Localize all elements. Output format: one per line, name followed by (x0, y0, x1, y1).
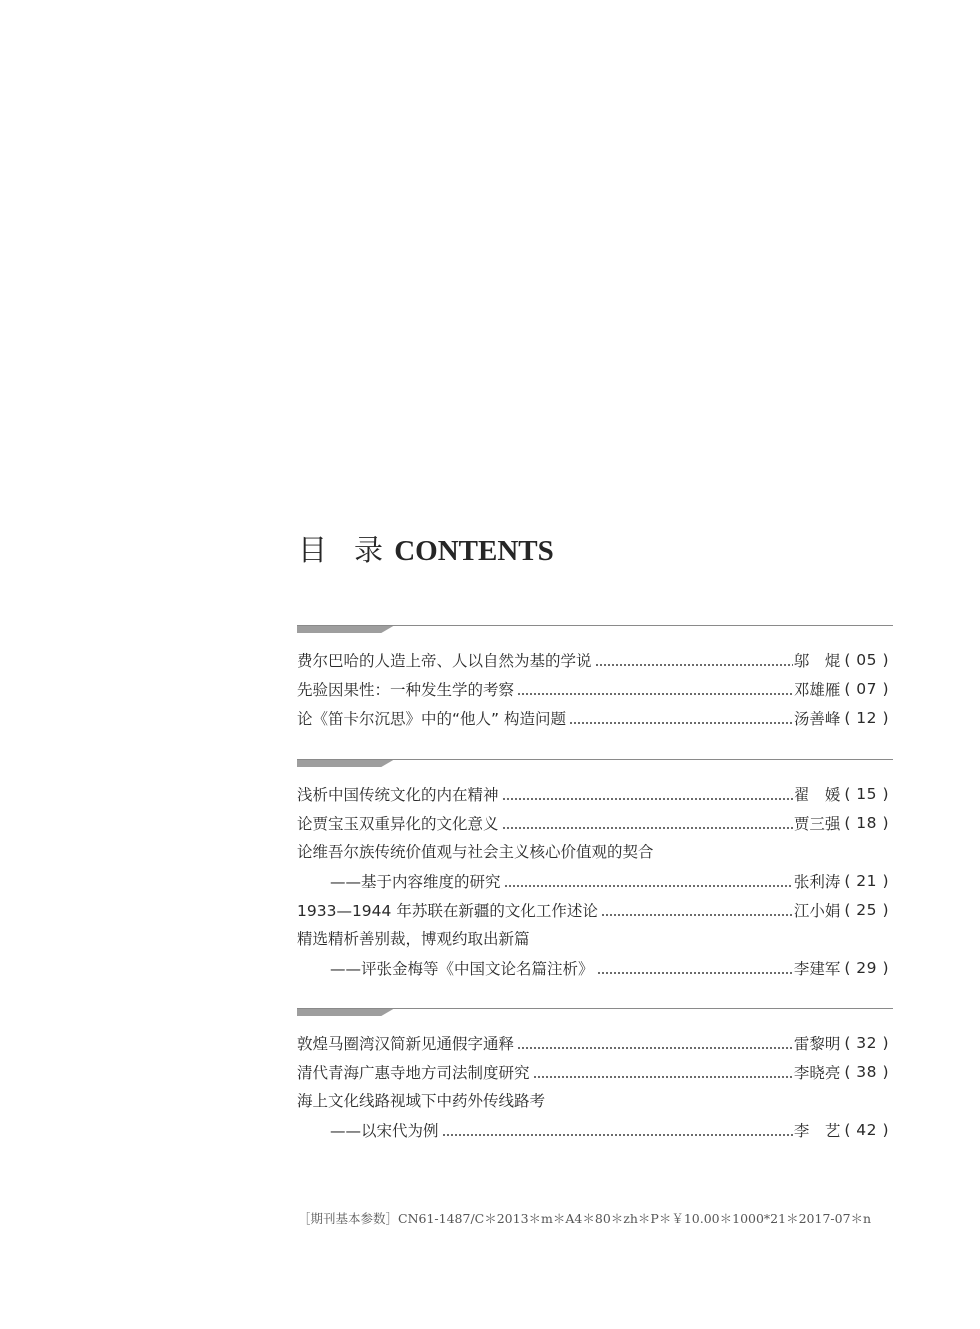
entry-author: 李 艺 (793, 1122, 841, 1140)
journal-parameters-text: CN61-1487/C＊2013＊m＊A4＊80＊zh＊P＊￥10.00＊1000*21＊2017-07＊n (398, 1211, 872, 1226)
entry-title: 先验因果性：一种发生学的考察 (297, 681, 515, 699)
entry-author: 李建军 (793, 960, 841, 978)
toc-entry[interactable] (297, 677, 889, 701)
toc-entry[interactable] (297, 782, 889, 806)
entry-title: 清代青海广惠寺地方司法制度研究 (297, 1064, 530, 1082)
entry-page: ( 12 ) (844, 709, 889, 727)
toc-entry[interactable] (297, 811, 889, 835)
section-divider-2 (297, 759, 893, 767)
entry-author: 翟 媛 (793, 786, 841, 804)
leader-dots (597, 972, 793, 974)
toc-entry[interactable] (297, 898, 889, 922)
entry-page: ( 21 ) (844, 872, 889, 890)
leader-dots (502, 798, 793, 800)
section-divider-3 (297, 1008, 893, 1016)
entry-page: ( 25 ) (844, 901, 889, 919)
leader-dots (504, 885, 793, 887)
entry-title: 1933—1944 年苏联在新疆的文化工作述论 (297, 902, 598, 920)
leader-dots (533, 1076, 793, 1078)
entry-title: 论贾宝玉双重异化的文化意义 (297, 815, 499, 833)
entry-author: 雷黎明 (793, 1035, 841, 1053)
entry-title: 敦煌马圈湾汉简新见通假字通释 (297, 1035, 515, 1053)
entry-page: ( 07 ) (844, 680, 889, 698)
entry-title[interactable]: 论维吾尔族传统价值观与社会主义核心价值观的契合 (297, 843, 654, 861)
entry-title: 浅析中国传统文化的内在精神 (297, 786, 499, 804)
entry-title: 论《笛卡尔沉思》中的“他人” 构造问题 (297, 710, 566, 728)
leader-dots (601, 914, 793, 916)
page-title (298, 530, 554, 570)
entry-author: 汤善峰 (793, 710, 841, 728)
toc-entry[interactable] (297, 648, 889, 672)
title-cn-mu: 目 (298, 533, 328, 567)
leader-dots (595, 664, 793, 666)
leader-dots (517, 1047, 793, 1049)
toc-entry[interactable] (330, 956, 889, 980)
entry-author: 贾三强 (793, 815, 841, 833)
entry-author: 邬 焜 (793, 652, 841, 670)
title-en: CONTENTS (394, 535, 554, 567)
section-divider-1 (297, 625, 893, 633)
title-cn-lu: 录 (354, 533, 384, 567)
leader-dots (569, 722, 793, 724)
leader-dots (517, 693, 793, 695)
entry-page: ( 29 ) (844, 959, 889, 977)
toc-entry[interactable] (330, 869, 889, 893)
journal-parameters-label: ［期刊基本参数］ (298, 1211, 399, 1226)
entry-author: 张利涛 (793, 873, 841, 891)
entry-author: 江小娟 (793, 902, 841, 920)
entry-author: 邓雄雁 (793, 681, 841, 699)
entry-page: ( 38 ) (844, 1063, 889, 1081)
entry-subtitle: ——以宋代为例 (330, 1122, 439, 1140)
entry-subtitle: ——基于内容维度的研究 (330, 873, 501, 891)
entry-title[interactable]: 海上文化线路视域下中药外传线路考 (297, 1092, 546, 1110)
entry-page: ( 42 ) (844, 1121, 889, 1139)
entry-page: ( 18 ) (844, 814, 889, 832)
entry-page: ( 05 ) (844, 651, 889, 669)
leader-dots (442, 1134, 793, 1136)
entry-page: ( 32 ) (844, 1034, 889, 1052)
toc-entry[interactable] (297, 1060, 889, 1084)
journal-parameters (298, 1209, 871, 1229)
entry-subtitle: ——评张金梅等《中国文论名篇注析》 (330, 960, 594, 978)
entry-page: ( 15 ) (844, 785, 889, 803)
entry-title[interactable]: 精选精析善别裁，博观约取出新篇 (297, 930, 530, 948)
entry-author: 李晓亮 (793, 1064, 841, 1082)
entry-title: 费尔巴哈的人造上帝、人以自然为基的学说 (297, 652, 592, 670)
toc-entry[interactable] (297, 706, 889, 730)
toc-entry[interactable] (330, 1118, 889, 1142)
leader-dots (502, 827, 793, 829)
toc-entry[interactable] (297, 1031, 889, 1055)
